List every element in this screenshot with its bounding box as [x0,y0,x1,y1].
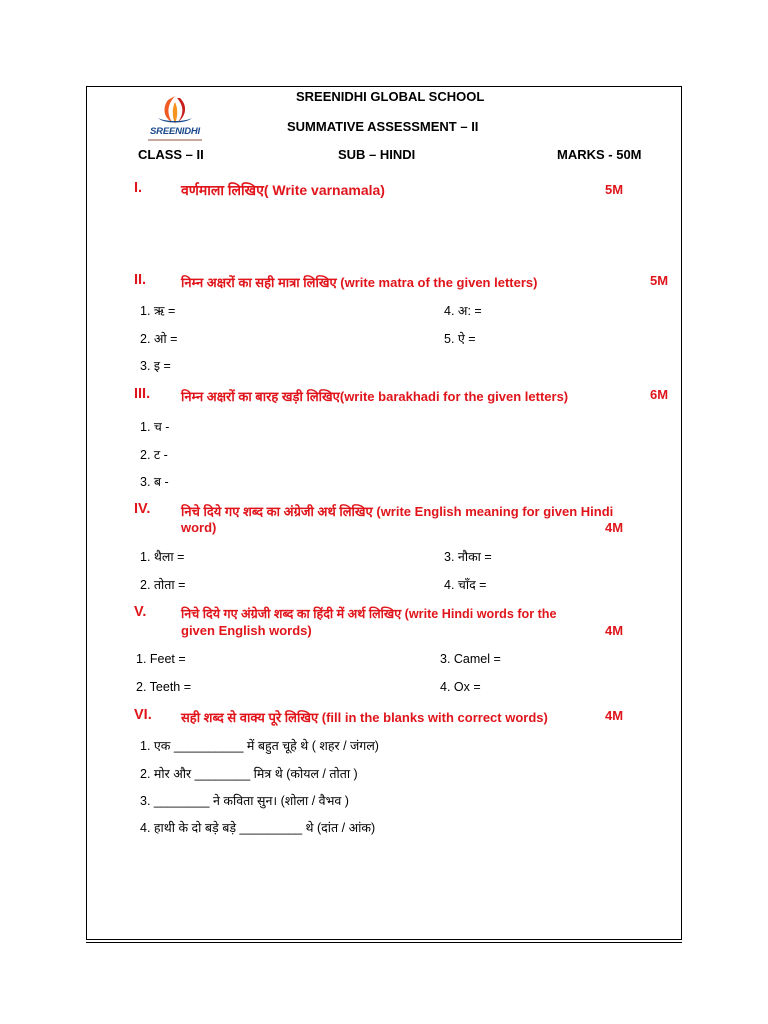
list-item: 1. एक __________ में बहुत चूहे थे ( शहर / जंगल) [140,739,379,753]
section-6-title: सही शब्द से वाक्य पूरे लिखिए (fill in the blanks with correct words) [181,710,548,725]
section-2-title: निम्न अक्षरों का सही मात्रा लिखिए (write matra of the given letters) [181,275,538,290]
section-4-marks: 4M [605,520,624,535]
section-2-number: II. [134,272,147,288]
section-5-title-line2: given English words) [181,623,312,638]
section-2-marks: 5M [650,273,669,288]
class-label: CLASS – II [138,147,204,162]
school-name: SREENIDHI GLOBAL SCHOOL [296,89,485,104]
list-item: 3. नौका = [444,550,492,564]
list-item: 2. ट - [140,448,168,462]
list-item: 4. Ox = [440,680,481,694]
list-item: 1. ऋ = [140,304,176,318]
list-item: 1. च - [140,420,170,434]
list-item: 5. ऐ = [444,332,476,346]
section-5-number: V. [134,604,147,620]
list-item: 4. चाँद = [444,578,487,592]
marks-label: MARKS - 50M [557,147,642,162]
section-1-marks: 5M [605,182,624,197]
section-4-number: IV. [134,501,151,517]
flame-logo-icon [144,94,206,128]
list-item: 3. ब - [140,475,169,489]
section-5-title-line1: निचे दिये गए अंग्रेजी शब्द का हिंदी में अर्थ लिखिए (write Hindi words for the [181,607,557,621]
list-item: 2. Teeth = [136,680,192,694]
page-border-rule [86,942,682,943]
subject-label: SUB – HINDI [338,147,416,162]
list-item: 3. Camel = [440,652,501,666]
section-3-marks: 6M [650,387,669,402]
list-item: 3. ________ ने कविता सुन। (शोला / वैभव ) [140,794,349,808]
section-3-title: निम्न अक्षरों का बारह खड़ी लिखिए(write barakhadi for the given letters) [181,389,569,404]
list-item: 4. अ: = [444,304,482,318]
logo-tagline [148,139,202,141]
list-item: 3. इ = [140,359,171,373]
list-item: 2. मोर और ________ मित्र थे (कोयल / तोता ) [140,767,358,781]
school-logo [144,94,206,152]
section-5-marks: 4M [605,623,624,638]
section-1-title: वर्णमाला लिखिए( Write varnamala) [181,182,385,198]
section-6-marks: 4M [605,708,624,723]
list-item: 2. तोता = [140,578,186,592]
list-item: 4. हाथी के दो बड़े बड़े _________ थे (दांत / आंक) [140,821,376,835]
section-4-title-line2: word) [181,520,217,535]
list-item: 1. थैला = [140,550,185,564]
list-item: 2. ओ = [140,332,178,346]
assessment-title: SUMMATIVE ASSESSMENT – II [287,119,479,134]
list-item: 1. Feet = [136,652,186,666]
section-4-title-line1: निचे दिये गए शब्द का अंग्रेजी अर्थ लिखिए (write English meaning for given Hindi [181,504,614,519]
section-1-number: I. [134,180,143,196]
section-6-number: VI. [134,707,152,723]
logo-text: SREENIDHI [150,126,200,137]
section-3-number: III. [134,386,151,402]
